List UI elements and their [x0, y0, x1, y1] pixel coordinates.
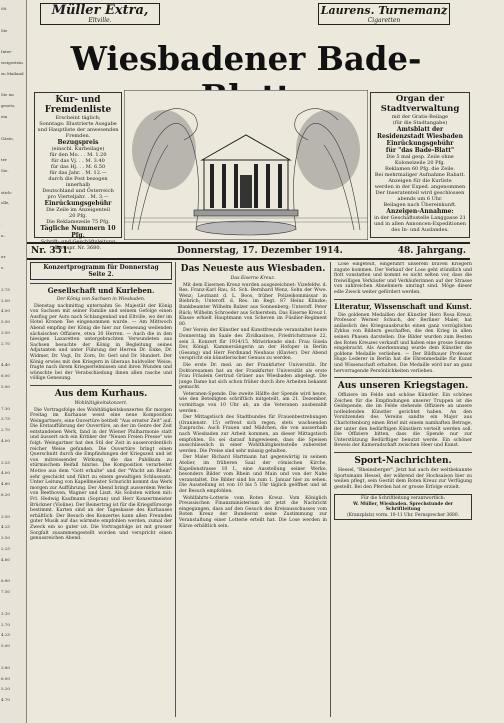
margin-text-line: Sie.	[1, 168, 9, 173]
article-iron-cross: Mit dem Eisernen Kreuz wurden ausgezeichnet: Vizefeldw. d. Res. Franz-Karl Rau, St. Sch. Bernhard Wenz, Sohn der Wwe. Wenz; Leutnant d. L. Boos, früher Polizeikommissar in Biebrich; Unteroff. d. Res. im Regt. 87 Heinz Klinzke; Bankbeamter Wilhelm Balzer aus Sonnenberg; Unteroff. Peter Rück; Wilhelm Schroeder aus Schierstein. Das Eiserne Kreuz I. Klasse erhielt Hauptmann von Scheven im Füsilier-Regiment 80.	[179, 282, 327, 327]
right-box-line: Anzeigen für die Kurliste	[388, 178, 452, 184]
subheading-king-of-saxony: Der König von Sachsen in Wiesbaden.	[56, 297, 146, 302]
right-box-sub: Amtsblatt der	[396, 126, 444, 133]
column-rule	[175, 262, 176, 717]
concert-program-title: Konzertprogramm für Donnerstag	[43, 264, 159, 271]
previous-page-margin	[0, 0, 27, 723]
dateline-bar	[27, 242, 470, 260]
margin-text-line: 6.00	[1, 675, 10, 681]
article-first-doctor: Die erste Dr. med. an der Frankfurter Universität. Ihr Doktorexamen hat an der Frankfurter Universität als erste Frau Fräulein Gertrud Grüner aus Wiesbaden abgelegt. Die junge Dame hat sich schon früher durch ihre Arbeiten bekannt gemacht.	[179, 362, 327, 391]
margin-text-line: 3.50	[1, 330, 10, 335]
margin-text-line: ein	[1, 114, 8, 119]
advertising-line: und in allen Annoncen-Expeditionen	[374, 221, 466, 227]
heading-news-wiesbaden: Das Neueste aus Wiesbaden.	[180, 264, 326, 274]
footer-line: (Kranzplatz) vorm. 10-11 Uhr. Fernsprecher 3680.	[346, 512, 460, 518]
margin-text-line: 3.10	[1, 610, 10, 616]
insertion-fee-heading: Einrückungsgebühr	[44, 200, 112, 207]
ad-right-name: Laurens. Turnemanz	[320, 4, 448, 17]
margin-text-line: olle,	[1, 200, 10, 206]
margin-text-line: gesetz,	[1, 103, 16, 109]
sunday-edition-2: und Hauptliste der anwesenden	[37, 127, 119, 133]
divider	[30, 283, 172, 284]
right-box-fee-heading: Einrückungsgebühr	[386, 140, 454, 147]
ad-left-name: Müller Extra,	[51, 3, 149, 18]
advertising-heading: Anzeigen-Annahme:	[386, 208, 454, 215]
price-line: für das Jahr. . M. 12.—	[49, 170, 107, 176]
right-box-line: Bei mehrmaliger Aufnahme Rabatt.	[374, 172, 466, 178]
insertion-line: Die Reklamezeile 75 Pfg.	[46, 219, 110, 225]
price-line: für das Vj. . . M. 3.40	[51, 158, 105, 164]
right-box-fee-heading-2: für "das Bade-Blatt"	[385, 147, 455, 154]
subheading-iron-cross: Das Eiserne Kreuz.	[230, 276, 276, 281]
article-art-society: Der Verein der Künstler und Kunstfreunde veranstaltet heute Donnerstag im Saale des Zivilkasinos, Friedrichstrasse 22, sein 3. Konzert für 1914/15. Mitwirkende sind: Frau Gisela Dor, Königl. Kammersängerin an der Hofoper in Berlin (Gesang) und Herr Ferdinand Neuhaus (Klavier). Der Abend verspricht ein künstlerischer Genuss zu werden.	[179, 328, 327, 362]
margin-text-line: 2.70	[1, 340, 10, 346]
margin-text-line: 2.70	[1, 427, 10, 433]
margin-text-line: 6.00	[1, 373, 10, 379]
margin-text-line: 2.25	[1, 546, 10, 551]
right-box-sub: mit der Gratis-Beilage	[391, 114, 449, 120]
margin-text-line: 2.00	[1, 297, 10, 303]
margin-text-line: ur	[1, 254, 6, 260]
margin-text-line: 7.50	[1, 589, 10, 595]
right-box-title-2: Stadtverwaltung	[380, 103, 460, 114]
prices-subheading: (einschl. Kurbeilage)	[51, 146, 105, 152]
margin-text-line: u.	[1, 232, 5, 238]
margin-text-line: Gäste,	[1, 135, 14, 141]
margin-text-line: 5.00	[1, 384, 10, 389]
margin-text-line: 4.70	[1, 697, 10, 703]
margin-text-line: 4.25	[1, 632, 10, 638]
right-box-title-1: Organ der	[395, 94, 445, 104]
margin-text-line: 4.00	[1, 308, 10, 314]
divider	[334, 299, 472, 300]
margin-text-line: 2.70	[1, 621, 10, 627]
ad-mueller-extra	[40, 3, 160, 25]
left-box-title-1: Kur- und	[55, 95, 101, 105]
ad-right-sub: Cigaretten	[367, 17, 401, 24]
right-box-line: Beilagen nach Übereinkunft.	[383, 202, 457, 208]
subscription-info-box	[34, 92, 122, 251]
sunday-edition-3: Fremden.	[65, 133, 91, 139]
volume-year: 48. Jahrgang.	[397, 246, 466, 256]
price-line: pro Vierteljahr. . M. 3.—	[47, 194, 109, 200]
price-line: für den Mo. . . M. 1.20	[49, 152, 107, 158]
margin-text-line: Sie	[1, 27, 8, 33]
issue-number: Nr. 351.	[31, 246, 72, 256]
margin-text-line: 3.50	[1, 513, 10, 519]
margin-text-line: ter	[1, 157, 7, 163]
divider	[30, 385, 172, 386]
masthead-title: Wiesbadener Bade-	[70, 39, 422, 78]
article-veterans: Veteranen-Spende. Die zweite Hälfte der Spende wird heute, wie den Beteiligten schriftlich mitgeteilt, am 21. Dezember, vormittags von 10 Uhr ab, an die Veteranen ausbezahlt werden.	[179, 391, 327, 414]
ad-left-place: Eltville.	[88, 17, 112, 24]
divider	[334, 452, 472, 453]
margin-text-line: s.	[1, 265, 5, 271]
heading-literature-art: Literatur, Wissenschaft und Kunst.	[334, 301, 472, 311]
divider	[334, 377, 472, 378]
advertising-line: in der Geschäftsstelle Langgasse 21	[374, 215, 466, 221]
margin-text-line: 5.00	[1, 643, 10, 649]
margin-text-line: 3.75	[1, 286, 10, 292]
right-box-line: werden in der Exped. angenommen	[374, 184, 466, 190]
margin-text-line: 6.20	[1, 492, 10, 497]
margin-text-line: 4.60	[1, 556, 10, 562]
city-administration-box	[370, 92, 470, 238]
column-rule	[330, 262, 331, 717]
column-3	[334, 262, 472, 717]
margin-text-line: zu Mailand	[1, 70, 24, 76]
margin-text-line: 5.20	[1, 686, 10, 692]
right-box-sub: Residenzstadt Wiesbaden	[377, 133, 463, 140]
margin-text-line: 6.80	[1, 578, 10, 584]
office-line: Schrift- und Geschäftsleitung	[40, 239, 116, 245]
heading-kurhaus: Aus dem Kurhaus.	[54, 388, 148, 399]
office-phone: Fernspr. Nr. 3680.	[54, 245, 102, 251]
article-king-of-saxony: Dienstag nachmittag unternahm Se. Majestät der König von Sachsen mit seiner Familie und seinem Gefolge einen Ausflug per Auto nach Schlangenbad und Eltville, wo der im Hotel Kronen Tee eingenommen wurde. — Am Mittwoch Abend empfing der König die hier zur Genesung weilenden sächsischen Offiziere, etwa 30 Herren. — Auch die in den hiesigen Lazaretten untergebrachten Verwundeten aus Sachsen besuchte der König in Begleitung seines Adjutanten und unter Führung der Herren Dr. Enke, Dr. Widmer, Dr. Vogt, Dr. Zorn, Dr. Gerl und Dr. Hundert. Der König erwies mit den Kriegern in überaus huldvoller Weise, fragte nach ihrem Kriegserlebnissen und ihren Wunden und wünschte bei der Verabschiedung ihnen allen rasche und völlige Genesung.	[30, 303, 172, 382]
prices-heading: Bezugspreis	[57, 139, 99, 146]
single-issue-price: Tägliche Nummern 10 Pfg.	[40, 225, 116, 239]
margin-text-line: Sie im	[1, 92, 14, 98]
insertion-line: Die Zeile im Anzeigenteil	[46, 207, 110, 213]
concert-program-page: Seite 2.	[88, 271, 114, 278]
article-painter-exhibition: Der Maler Richard Hartmann hat gegenwärtig in seinem Atelier, im früheren Saal der römischen Kirche, Kapellenstrasse 10 I., eine Ausstellung seiner Werke, besonders Bilder vom Rhein und Main und von der Nahe veranstaltet. Die Bilder sind bis zum 1. Januar hier zu sehen. Die Ausstellung ist von 10 bis 5 Uhr täglich geöffnet und ist der Besuch empfohlen.	[179, 455, 327, 494]
margin-text-line: 08.	[1, 6, 8, 11]
article-lottery-continued: Lose eingeteilt, eingeführt unserem braven Kriegern zugute kommen. Der Verkauf der Lose geht stündlich und flott vonstatten und kommt es nicht selten vor, dass die freiwilligen Verkäufer und Verkäuferinnen auf der Strasse von zahlreichen Abnehmern umringt sind. Möge dieser edle Zweck weiter gefördert werden.	[334, 262, 472, 295]
right-box-sub: (für die Stadtangabe)	[392, 120, 448, 126]
editorial-footer	[334, 494, 472, 520]
advertising-line: des In- und Auslandes.	[391, 227, 449, 233]
left-box-title-2: Fremdenliste	[44, 105, 112, 115]
margin-text-line: weigestein	[1, 60, 23, 65]
subheading-charity-concert: Wohltätigkeitskonzert.	[74, 400, 128, 406]
margin-text-line: 4.60	[1, 481, 10, 487]
article-sport: Hessel, "Rheinsberger". Jetzt hat auch der weltbekannte Sportsmann Hessel, der während der Hochsaison hier zu weilen pflegt, sein Gestüt dem Roten Kreuz zur Verfügung gestellt. Bei den Pferden hat er grosse Erfolge erzielt.	[334, 468, 472, 490]
right-box-line: abends um 6 Uhr.	[397, 196, 443, 202]
margin-text-line: 5.50	[1, 319, 10, 325]
margin-text-line: 3.75	[1, 416, 10, 422]
margin-text-line: stich-	[1, 189, 13, 195]
column-2	[179, 262, 327, 717]
margin-text-line: 7.30	[1, 405, 10, 411]
article-red-cross-lottery: Wohlfahrts-Lotterie vom Roten Kreuz. Vom Königlich Preussischen Finanzministerium ist jetzt die Nachricht eingegangen, dass auf den Gesuch des Kreisausschusses vom Roten Kreuz der Bundesrat seine Zustimmung zur Veranstaltung einer Lotterie erteilt hat. Die Lose werden in Kürze erhältlich sein.	[179, 495, 327, 529]
sunday-edition: Sonntags: Illustrierte Ausgabe	[39, 121, 117, 127]
kurhaus-illustration	[124, 90, 368, 240]
article-officers: Offiziere im Felde und schöne Künstler. Ein schönes Zeichen für die Empfindungen unserer Truppen ist die Geldspende, die im Felde stehende Offiziere an unsere notleidenden Künstler gerichtet haben. An den Vorsitzenden des Vereins sandte ein Major aus Charlottenburg einen Brief mit einem namhaften Betrage, der unter den bedürftigen Künstlern verteilt werden soll. Die Offiziere bitten, dass die Spende nur zur Unterstützung Bedürftiger benutzt werde. Ein schöner Beweis der Kameradschaft zwischen Heer und Kunst.	[334, 393, 472, 449]
right-box-line: Reklamen 60 Pfg. die Zeile.	[385, 166, 455, 172]
footer-line: Für die Schriftleitung verantwortlich:	[360, 496, 446, 502]
ad-laurens-cigaretten	[318, 3, 450, 25]
article-lunch-table: Der Mittagstisch des Stadtbundes für Frauenbestrebungen (Oranienstr. 15) erfreut sich regen, stets wachsenden Zuspruchs. Auch Frauen und Mädchen, die von ausserhalb nach Wiesbaden zur Arbeit kommen, an dieser Mittagstisch empfohlen. Es sei darauf hingewiesen, dass die Speisen ausschliesslich in einer Wohlthätigkeitsstelle zubereitet werden. Die Preise sind sehr mässig gehalten.	[179, 415, 327, 454]
margin-text-line: 4.00	[1, 438, 10, 443]
price-line: für das Hj. . . M. 6.50	[50, 164, 106, 170]
margin-text-line: 4.25	[1, 524, 10, 530]
appears-daily: Erscheint täglich;	[55, 115, 101, 121]
margin-text-line: 4.40	[1, 362, 10, 368]
price-line: Deutschland und Österreich	[42, 188, 114, 194]
right-box-line: Der Inseratenteil wird geschlossen	[375, 190, 465, 196]
insertion-line: 20 Pfg.	[69, 213, 87, 219]
concert-program-box	[30, 262, 172, 280]
heading-war-days: Aus unseren Kriegstagen.	[337, 381, 469, 392]
article-medals: Die goldenen Medaillen der Künstler Hero Rosa Kreuz. Professor Werner Schuch, der Berliner Maler, hat anlässlich des Kriegsausbruchs einen ganz vorzüglichen Zyklus von Bildern geschaffen, die den Krieg in allen seinen Phasen darstellen. Die Bilder wurden zum Besten des Roten Kreuzes verkauft und haben eine grosse Summe eingebracht. Als Anerkennung wurde dem Künstler die goldene Medaille verliehen. — Der Bildhauer Professor Hugo Lederer in Berlin hat die Ehrenmedaille für Kunst und Wissenschaft erhalten. Die Medaille wird nur an ganz hervorragende Persönlichkeiten verliehen.	[334, 312, 472, 374]
right-box-line: Die 5 mal gesp. Zeile ohne Kolonelzeile 20 Pfg.	[386, 154, 454, 166]
article-charity-concert: Die Vortragsfolge des Wohltätigkeitskonzertes für morgen Freitag im Kurhause weist eine neue Komposition Weingartners, eine Ouvertüre betitelt "Aus ernster Zeit" auf. Die Erstaufführung der Ouvertüre, an der im Genre der Zeit entstandenen Werk, fand in der Wiener Philharmonie statt und äussert sich ein Kritiker der "Neuen Freien Presse" wie folgt: Weingartner hat den Stil der Zeit in ausserordentlich reicher Weise gefunden. Die Ouvertüre bringt einen Querschnitt durch die Empfindungen der Kriegszeit und ist von mitreissender Wirkung, die das Publikum zu stürmischem Beifall hinriss. Die Komposition verarbeitet Motive aus dem "Gott erhalte" und der "Wacht am Rhein" sehr geschickt und führt zu einem gewaltigen Schlusssatz. Unter Leitung von Kapellmeister Schuricht kommt das Werk morgen zur Aufführung. Der Abend bringt ausserdem Werke von Beethoven, Wagner und Liszt. Als Solisten wirken mit: Frl. Hedwig Kaufmann (Sopran) und Herr Konzertmeister Brückner (Violine). Der Reinertrag ist für die Kriegsfürsorge bestimmt. Karten sind an der Tageskasse des Kurhauses erhältlich. Der Besuch des Konzertes kann allen Freunden guter Musik auf das wärmste empfohlen werden, zumal der Zweck ein so guter ist. Die Vortragsfolge ist mit grosser Sorgfalt zusammengestellt worden und verspricht einen genussreichen Abend.	[30, 407, 172, 542]
margin-text-line: Inter-	[1, 49, 13, 55]
heading-society: Gesellschaft und Kurleben.	[47, 286, 155, 295]
heading-sport-news: Sport-Nachrichten.	[354, 456, 452, 467]
price-line: durch die Post bezogen innerhalb	[48, 176, 108, 188]
issue-date: Donnerstag, 17. Dezember 1914.	[177, 246, 343, 256]
margin-text-line: .	[1, 222, 3, 227]
column-1	[30, 262, 172, 717]
margin-text-line: 4.00	[1, 470, 10, 476]
footer-line: W. Müller, Wiesbaden. Sprechstunde der Schriftleitung	[352, 501, 453, 513]
margin-text-line: 3.25	[1, 459, 10, 465]
margin-text-line: 3.50	[1, 535, 10, 541]
margin-text-line: 3.80	[1, 664, 10, 670]
